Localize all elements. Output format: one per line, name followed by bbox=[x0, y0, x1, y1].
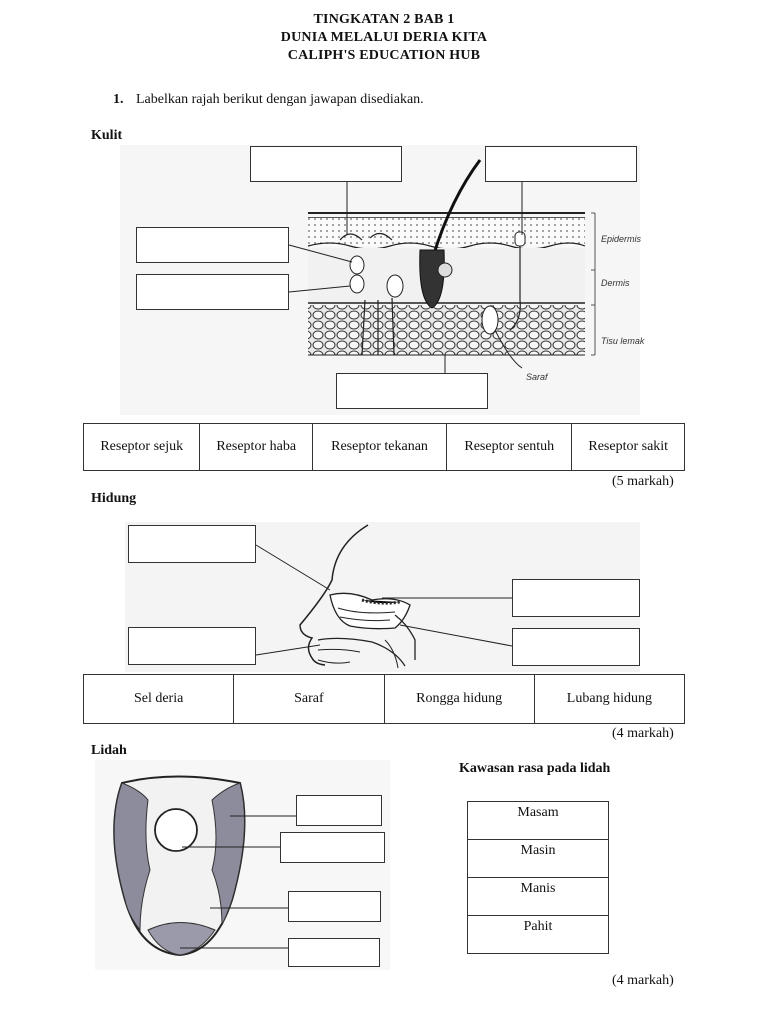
skin-option: Reseptor sejuk bbox=[84, 424, 200, 471]
nose-marks: (4 markah) bbox=[612, 726, 674, 741]
skin-option: Reseptor haba bbox=[200, 424, 312, 471]
tongue-answer-box-3[interactable] bbox=[288, 891, 381, 922]
nose-option: Lubang hidung bbox=[534, 675, 684, 724]
skin-marks: (5 markah) bbox=[612, 474, 674, 489]
section-title-kulit: Kulit bbox=[91, 128, 123, 143]
taste-option: Manis bbox=[468, 878, 609, 916]
question-number: 1. bbox=[113, 92, 124, 107]
nose-option: Saraf bbox=[234, 675, 384, 724]
skin-option: Reseptor sakit bbox=[572, 424, 685, 471]
taste-option: Masam bbox=[468, 802, 609, 840]
nose-option: Rongga hidung bbox=[384, 675, 534, 724]
tongue-answer-box-4[interactable] bbox=[288, 938, 380, 967]
taste-options-table bbox=[467, 801, 609, 954]
doc-title-line1: TINGKATAN 2 BAB 1 bbox=[313, 12, 455, 27]
taste-option: Masin bbox=[468, 840, 609, 878]
skin-option: Reseptor tekanan bbox=[312, 424, 446, 471]
doc-title-line3: CALIPH'S EDUCATION HUB bbox=[287, 48, 481, 63]
label-dermis: Dermis bbox=[601, 278, 630, 288]
section-title-lidah: Lidah bbox=[91, 743, 127, 758]
tongue-answer-box-2[interactable] bbox=[280, 832, 385, 863]
label-epidermis: Epidermis bbox=[601, 234, 642, 244]
taste-areas-title: Kawasan rasa pada lidah bbox=[459, 761, 611, 776]
label-nerve: Saraf bbox=[526, 372, 548, 382]
taste-option: Pahit bbox=[468, 916, 609, 954]
tongue-marks: (4 markah) bbox=[612, 973, 674, 988]
nose-option: Sel deria bbox=[84, 675, 234, 724]
doc-title-line2: DUNIA MELALUI DERIA KITA bbox=[280, 30, 488, 45]
question-text: Labelkan rajah berikut dengan jawapan disediakan. bbox=[136, 92, 424, 107]
label-fat-tissue: Tisu lemak bbox=[601, 336, 645, 346]
section-title-hidung: Hidung bbox=[91, 491, 137, 506]
skin-option: Reseptor sentuh bbox=[447, 424, 572, 471]
tongue-answer-box-1[interactable] bbox=[296, 795, 382, 826]
